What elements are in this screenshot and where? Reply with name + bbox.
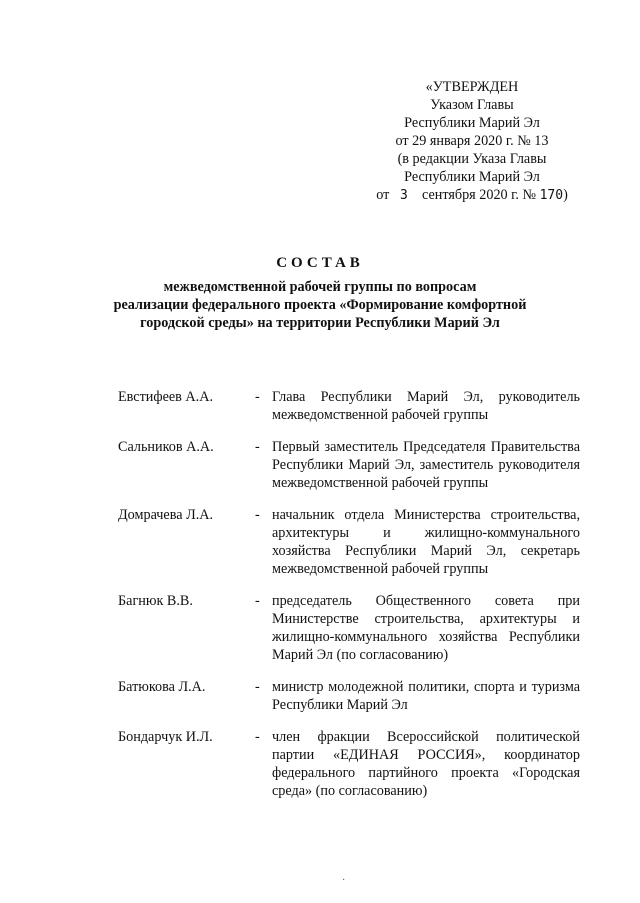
member-dash: - — [255, 439, 260, 455]
approval-day: 3 — [399, 188, 408, 203]
member-entry — [118, 388, 580, 424]
member-entry — [118, 506, 580, 578]
subtitle-line: межведомственной рабочей группы по вопросам — [163, 279, 477, 295]
member-entry — [118, 592, 580, 664]
members-list — [118, 388, 580, 800]
member-description: член фракции Всероссийской политической партии «ЕДИНАЯ РОССИЯ», координатор федерального партийного проекта «Городская среда» (по согласованию) — [272, 729, 580, 799]
member-entry — [118, 728, 580, 800]
approval-prefix: от — [376, 187, 390, 203]
approval-number: 170 — [539, 188, 564, 203]
approval-suffix: ) — [563, 187, 568, 203]
approval-stamp — [352, 78, 592, 205]
document-title: СОСТАВ — [276, 255, 364, 271]
subtitle-line: реализации федерального проекта «Формирование комфортной — [113, 297, 527, 313]
member-description: председатель Общественного совета при Министерстве строительства, архитектуры и жилищно-коммунального хозяйства Республики Марий Эл (по согласованию) — [272, 593, 580, 663]
document-subtitle — [100, 278, 540, 332]
member-name: Домрачева Л.А. — [118, 507, 214, 523]
member-name: Багнюк В.В. — [118, 593, 193, 609]
member-description: начальник отдела Министерства строительства, архитектуры и жилищно-коммунального хозяйства Республики Марий Эл, секретарь межведомственной рабочей группы — [272, 507, 580, 577]
approval-line: Указом Главы — [430, 97, 514, 113]
member-name: Бондарчук И.Л. — [118, 729, 213, 745]
member-entry — [118, 678, 580, 714]
approval-line: от 29 января 2020 г. № 13 — [395, 133, 549, 149]
approval-middle: сентября 2020 г. № — [421, 187, 537, 203]
approval-line-last — [352, 186, 592, 205]
member-name: Сальников А.А. — [118, 439, 214, 455]
member-description: Глава Республики Марий Эл, руководитель межведомственной рабочей группы — [272, 389, 580, 423]
member-description: Первый заместитель Председателя Правительства Республики Марий Эл, заместитель руководителя межведомственной рабочей группы — [272, 439, 580, 491]
subtitle-line: городской среды» на территории Республики Марий Эл — [140, 315, 500, 331]
member-dash: - — [255, 679, 260, 695]
member-dash: - — [255, 507, 260, 523]
member-description: министр молодежной политики, спорта и туризма Республики Марий Эл — [272, 679, 580, 713]
member-entry — [118, 438, 580, 492]
approval-line: Республики Марий Эл — [404, 115, 540, 131]
member-name: Батюкова Л.А. — [118, 679, 206, 695]
member-dash: - — [255, 593, 260, 609]
approval-line: «УТВЕРЖДЕН — [425, 79, 519, 95]
approval-line: Республики Марий Эл — [404, 169, 540, 185]
member-name: Евстифеев А.А. — [118, 389, 213, 405]
member-dash: - — [255, 389, 260, 405]
footer-mark: · — [342, 875, 346, 886]
member-dash: - — [255, 729, 260, 745]
approval-line: (в редакции Указа Главы — [397, 151, 547, 167]
